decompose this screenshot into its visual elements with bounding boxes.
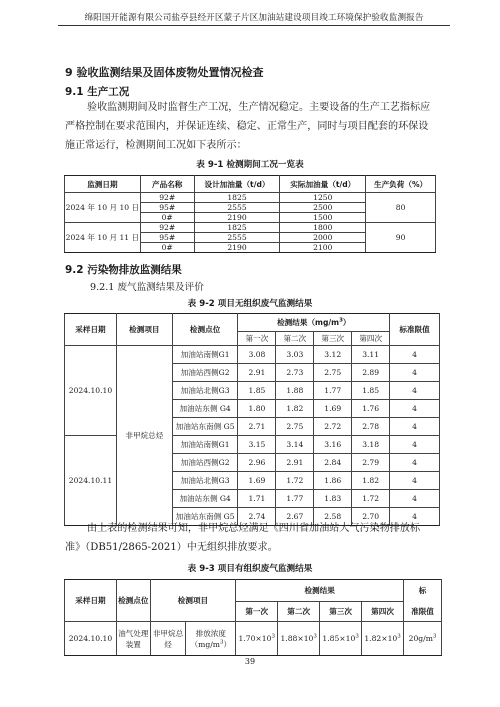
value-cell: 2.70	[352, 508, 390, 526]
section-9-heading: 9 验收监测结果及固体废物处置情况检查	[65, 66, 264, 79]
table-row	[65, 223, 436, 233]
date-cell: 2024.10.11	[65, 436, 117, 526]
value-cell: 1.82	[276, 400, 314, 418]
point-cell: 油气处理装置	[116, 622, 150, 656]
design-cell: 2190	[194, 243, 280, 253]
point-cell: 加油站西侧G2	[172, 364, 238, 382]
actual-cell: 1250	[280, 193, 366, 203]
value-cell: 2.74	[238, 508, 276, 526]
value-cell: 3.11	[352, 346, 390, 364]
limit-cell: 4	[390, 508, 440, 526]
limit-cell: 4	[390, 364, 440, 382]
header-rule	[58, 25, 450, 26]
table-9-2	[64, 313, 440, 526]
value-cell: 1.85	[352, 382, 390, 400]
unit-superscript: 3	[339, 317, 343, 324]
item-cell: 非甲烷总烃	[116, 346, 172, 526]
metric-cell	[186, 622, 236, 656]
table-header-cell: 产品名称	[140, 176, 194, 193]
table-9-2-caption: 表 9-2 项目无组织废气监测结果	[187, 299, 313, 309]
value-cell: 3.14	[276, 436, 314, 454]
paragraph-1	[65, 98, 435, 155]
date-cell: 2024 年 10 月 11 日	[65, 223, 141, 253]
value-cell: 2.75	[276, 418, 314, 436]
run-header: 第三次	[320, 602, 362, 622]
value-cell: 3.18	[352, 436, 390, 454]
design-cell: 1825	[194, 193, 280, 203]
value-cell: 2.71	[238, 418, 276, 436]
paragraph-2-line: 准》（DB51/2865-2021）中无组织排放要求。	[65, 542, 278, 553]
value-cell: 1.77	[314, 382, 352, 400]
point-cell: 加油站东侧 G4	[172, 400, 238, 418]
table-row	[65, 622, 442, 656]
page-number: 39	[244, 657, 256, 666]
value-cell: 2.79	[352, 454, 390, 472]
table-header-cell: 准限值	[404, 602, 442, 622]
value-base: 1.82×10	[364, 634, 398, 643]
date-cell: 2024.10.10	[65, 346, 117, 436]
limit-cell: 4	[390, 400, 440, 418]
value-cell: 2.96	[238, 454, 276, 472]
product-cell: 95#	[140, 233, 194, 243]
value-cell: 2.89	[352, 364, 390, 382]
point-cell: 加油站北侧G3	[172, 382, 238, 400]
table-header-cell: 检测项目	[116, 314, 172, 346]
value-cell: 1.71	[238, 490, 276, 508]
run-header: 第四次	[352, 332, 390, 346]
design-cell: 2190	[194, 213, 280, 223]
value-cell: 2.91	[276, 454, 314, 472]
value-cell: 2.84	[314, 454, 352, 472]
point-cell: 加油站北侧G3	[172, 472, 238, 490]
value-cell	[320, 622, 362, 656]
table-9-3-caption: 表 9-3 项目有组织废气监测结果	[187, 564, 313, 574]
value-cell: 2.67	[276, 508, 314, 526]
point-cell: 加油站南侧G1	[172, 436, 238, 454]
value-cell: 1.86	[314, 472, 352, 490]
table-row	[65, 193, 436, 203]
value-cell: 1.77	[276, 490, 314, 508]
value-cell: 1.88	[276, 382, 314, 400]
value-exponent: 3	[271, 633, 275, 640]
value-cell: 1.69	[314, 400, 352, 418]
limit-cell: 4	[390, 436, 440, 454]
run-header: 第二次	[278, 602, 320, 622]
paragraph-2	[65, 519, 435, 557]
point-cell: 加油站南侧G1	[172, 346, 238, 364]
table-9-1-caption: 表 9-1 检测期间工况一览表	[196, 160, 304, 170]
run-header: 第一次	[236, 602, 278, 622]
value-exponent: 3	[313, 633, 317, 640]
value-cell: 3.12	[314, 346, 352, 364]
table-header-cell: 标	[404, 580, 442, 602]
design-cell: 2555	[194, 203, 280, 213]
limit-cell: 4	[390, 472, 440, 490]
actual-cell: 2000	[280, 233, 366, 243]
table-9-1	[64, 175, 436, 253]
product-cell: 0#	[140, 213, 194, 223]
load-cell: 80	[366, 193, 436, 223]
actual-cell: 1800	[280, 223, 366, 233]
value-cell: 2.91	[238, 364, 276, 382]
value-exponent: 3	[355, 633, 359, 640]
table-header-cell: 实际加油量（t/d）	[280, 176, 366, 193]
value-cell: 1.72	[276, 472, 314, 490]
actual-cell: 1500	[280, 213, 366, 223]
run-header: 第四次	[362, 602, 404, 622]
product-cell: 92#	[140, 223, 194, 233]
limit-cell: 4	[390, 490, 440, 508]
results-header-text: 检测结果（mg/m	[277, 318, 340, 327]
value-cell: 1.85	[238, 382, 276, 400]
value-base: 1.70×10	[238, 634, 272, 643]
value-cell: 3.03	[276, 346, 314, 364]
paragraph-2-line: 由上表的检测结果可知，非甲烷总烃满足《四川省加油站大气污染物排放标	[87, 523, 421, 534]
value-cell: 2.72	[314, 418, 352, 436]
load-cell: 90	[366, 223, 436, 253]
table-row	[65, 346, 440, 364]
value-cell: 1.69	[238, 472, 276, 490]
product-cell: 92#	[140, 193, 194, 203]
table-header-cell: 检测点位	[116, 580, 150, 622]
date-cell: 2024 年 10 月 10 日	[65, 193, 141, 223]
product-cell: 0#	[140, 243, 194, 253]
section-9-2-1-heading: 9.2.1 废气监测结果及评价	[90, 282, 204, 293]
value-cell: 2.75	[314, 364, 352, 382]
paragraph-1-line: 严格控制在要求范围内，并保证连续、稳定、正常生产，同时与项目配套的环保设	[65, 121, 429, 132]
paragraph-1-line: 施正常运行，检测期间工况如下表所示：	[65, 140, 247, 151]
value-cell: 3.08	[238, 346, 276, 364]
limit-cell: 4	[390, 454, 440, 472]
table-header-cell: 检测点位	[172, 314, 238, 346]
value-cell: 3.16	[314, 436, 352, 454]
limit-cell: 4	[390, 418, 440, 436]
design-cell: 1825	[194, 223, 280, 233]
table-header-cell: 检测项目	[150, 580, 236, 622]
value-cell: 1.76	[352, 400, 390, 418]
table-header-cell: 设计加油量（t/d）	[194, 176, 280, 193]
value-cell: 1.80	[238, 400, 276, 418]
table-header-cell: 检测结果	[236, 580, 404, 602]
date-cell: 2024.10.10	[65, 622, 117, 656]
unit-superscript: 3	[219, 638, 224, 645]
run-header: 第三次	[314, 332, 352, 346]
actual-cell: 2100	[280, 243, 366, 253]
limit-base: 20g/m	[408, 634, 433, 643]
page-header: 绵阳国开能源有限公司盐亭县经开区蒙子片区加油站建设项目竣工环境保护验收监测报告	[84, 13, 424, 23]
item-cell: 非甲烷总烃	[150, 622, 186, 656]
value-base: 1.88×10	[280, 634, 314, 643]
actual-cell: 2500	[280, 203, 366, 213]
value-cell	[362, 622, 404, 656]
run-header: 第一次	[238, 332, 276, 346]
limit-cell: 4	[390, 382, 440, 400]
point-cell: 加油站东侧 G4	[172, 490, 238, 508]
table-header-cell: 生产负荷（%）	[366, 176, 436, 193]
point-cell: 加油站东南侧 G5	[172, 508, 238, 526]
point-cell: 加油站西侧G2	[172, 454, 238, 472]
value-exponent: 3	[397, 633, 401, 640]
value-cell: 2.78	[352, 418, 390, 436]
paragraph-1-line: 验收监测期间及时监督生产工况，生产情况稳定。主要设备的生产工艺指标应	[87, 102, 431, 113]
table-header-cell: 标准限值	[390, 314, 440, 346]
value-base: 1.85×10	[322, 634, 356, 643]
limit-cell	[404, 622, 442, 656]
table-header-cell: 采样日期	[65, 314, 117, 346]
value-cell: 2.73	[276, 364, 314, 382]
limit-superscript: 3	[432, 633, 437, 640]
unit-text: （mg/m	[190, 639, 220, 649]
unit-text-end: ）	[223, 639, 232, 649]
run-header: 第二次	[276, 332, 314, 346]
value-cell	[236, 622, 278, 656]
results-header-end: ）	[342, 318, 351, 327]
value-cell: 2.58	[314, 508, 352, 526]
section-9-2-heading: 9.2 污染物排放监测结果	[65, 264, 182, 276]
section-9-1-heading: 9.1 生产工况	[65, 86, 130, 98]
value-cell: 1.72	[352, 490, 390, 508]
metric-label: 排放浓度	[195, 628, 226, 638]
value-cell: 1.82	[352, 472, 390, 490]
value-cell: 3.15	[238, 436, 276, 454]
point-cell: 加油站东南侧 G5	[172, 418, 238, 436]
value-cell: 1.83	[314, 490, 352, 508]
table-header-cell: 监测日期	[65, 176, 141, 193]
product-cell: 95#	[140, 203, 194, 213]
limit-cell: 4	[390, 346, 440, 364]
table-9-3	[64, 579, 442, 656]
design-cell: 2555	[194, 233, 280, 243]
results-header	[238, 314, 390, 332]
table-header-cell: 采样日期	[65, 580, 117, 622]
value-cell	[278, 622, 320, 656]
